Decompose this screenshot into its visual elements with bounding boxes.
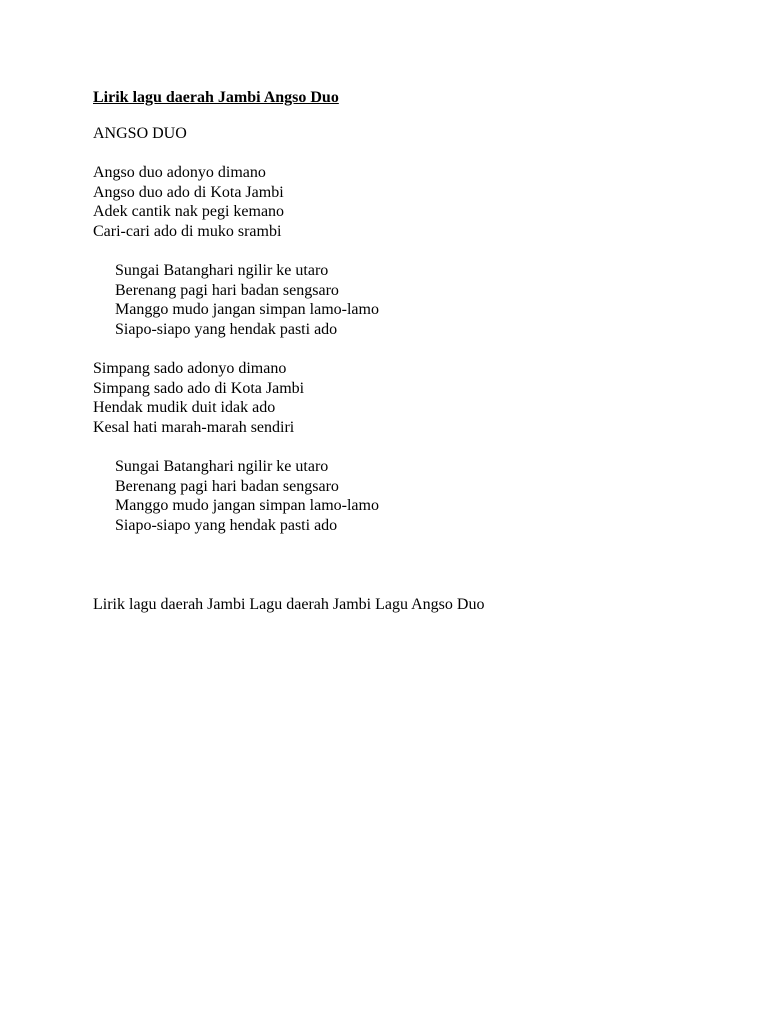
lyric-line: Kesal hati marah-marah sendiri [93, 418, 295, 436]
lyric-line: Manggo mudo jangan simpan lamo-lamo [115, 497, 379, 514]
lyric-line: Angso duo ado di Kota Jambi [93, 183, 284, 201]
lyric-line: Hendak mudik duit idak ado [93, 399, 276, 416]
document-title: Lirik lagu daerah Jambi Angso Duo [93, 89, 339, 106]
lyric-line: Simpang sado ado di Kota Jambi [93, 379, 305, 397]
verse-2 [93, 359, 304, 437]
lyric-line: Sungai Batanghari ngilir ke utaro [115, 262, 329, 279]
lyric-line: Simpang sado adonyo dimano [93, 360, 287, 377]
lyric-line: Adek cantik nak pegi kemano [93, 203, 285, 220]
chorus-1 [115, 261, 379, 339]
lyric-line: Angso duo adonyo dimano [93, 164, 266, 181]
chorus-2 [115, 457, 379, 535]
song-heading: ANGSO DUO [93, 125, 187, 142]
lyric-line: Siapo-siapo yang hendak pasti ado [115, 516, 338, 534]
lyric-line: Sungai Batanghari ngilir ke utaro [115, 458, 329, 475]
lyric-line: Cari-cari ado di muko srambi [93, 222, 282, 240]
lyric-line: Manggo mudo jangan simpan lamo-lamo [115, 301, 379, 318]
lyric-line: Berenang pagi hari badan sengsaro [115, 477, 339, 495]
lyric-line: Berenang pagi hari badan sengsaro [115, 281, 339, 299]
footer-keywords: Lirik lagu daerah Jambi Lagu daerah Jambi Lagu Angso Duo [93, 596, 485, 613]
verse-1 [93, 163, 284, 241]
lyric-line: Siapo-siapo yang hendak pasti ado [115, 320, 338, 338]
